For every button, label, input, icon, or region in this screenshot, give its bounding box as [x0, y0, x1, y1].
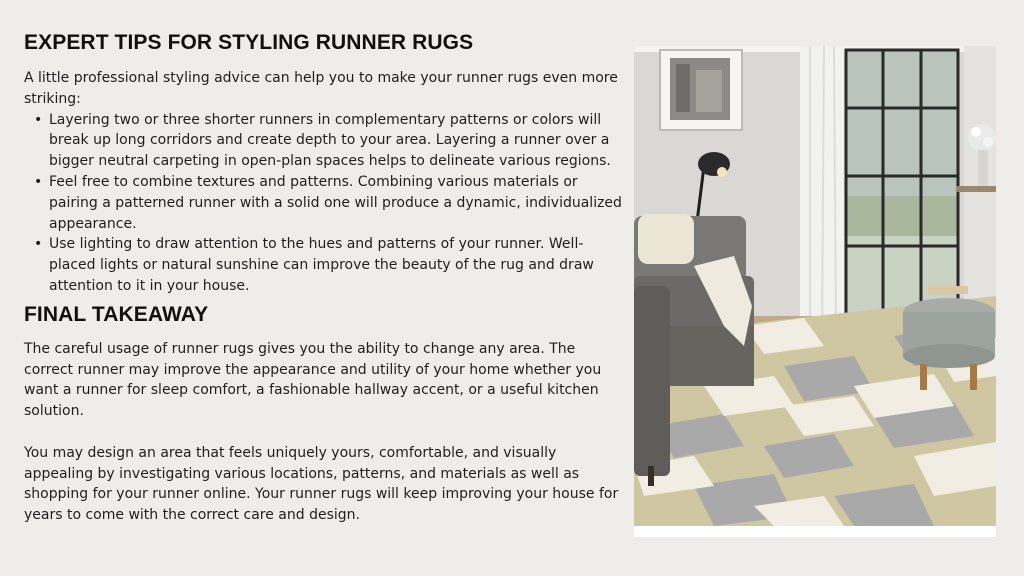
living-room-rug-photo — [634, 46, 996, 537]
tip-lighting: • Use lighting to draw attention to the hues and patterns of your runner. Well-placed lights or natural sunshine can improve the beauty of the rug and draw attention to it in your house. — [34, 234, 624, 296]
section-heading-final-takeaway: FINAL TAKEAWAY — [24, 302, 209, 326]
intro-paragraph: A little professional styling advice can help you to make your runner rugs even more striking: — [24, 70, 618, 107]
takeaway-paragraph-1: The careful usage of runner rugs gives you the ability to change any area. The correct runner may improve the appearance and utility of your home whether you want a runner for sleep comfort, a fashionable hallway accent, or a useful kitchen solution. — [24, 340, 602, 420]
article-content — [24, 30, 624, 526]
tips-list — [34, 110, 624, 297]
tip-textures: • Feel free to combine textures and patterns. Combining various materials or pairing a patterned runner with a solid one will produce a dynamic, individualized appearance. — [34, 172, 624, 234]
section-heading-expert-tips: EXPERT TIPS FOR STYLING RUNNER RUGS — [24, 31, 474, 54]
tip-layering: • Layering two or three shorter runners in complementary patterns or colors will break up long corridors and create depth to your area. Layering a runner over a bigger neutral carpeting in open-plan spaces helps to delineate various regions. — [34, 110, 624, 172]
takeaway-paragraph-2: You may design an area that feels uniquely yours, comfortable, and visually appealing by investigating various locations, patterns, and materials as well as shopping for your runner online. Your runner rugs will keep improving your house for years to come with the correct care and design. — [24, 444, 619, 524]
window — [846, 50, 958, 320]
wall-picture — [660, 50, 742, 130]
